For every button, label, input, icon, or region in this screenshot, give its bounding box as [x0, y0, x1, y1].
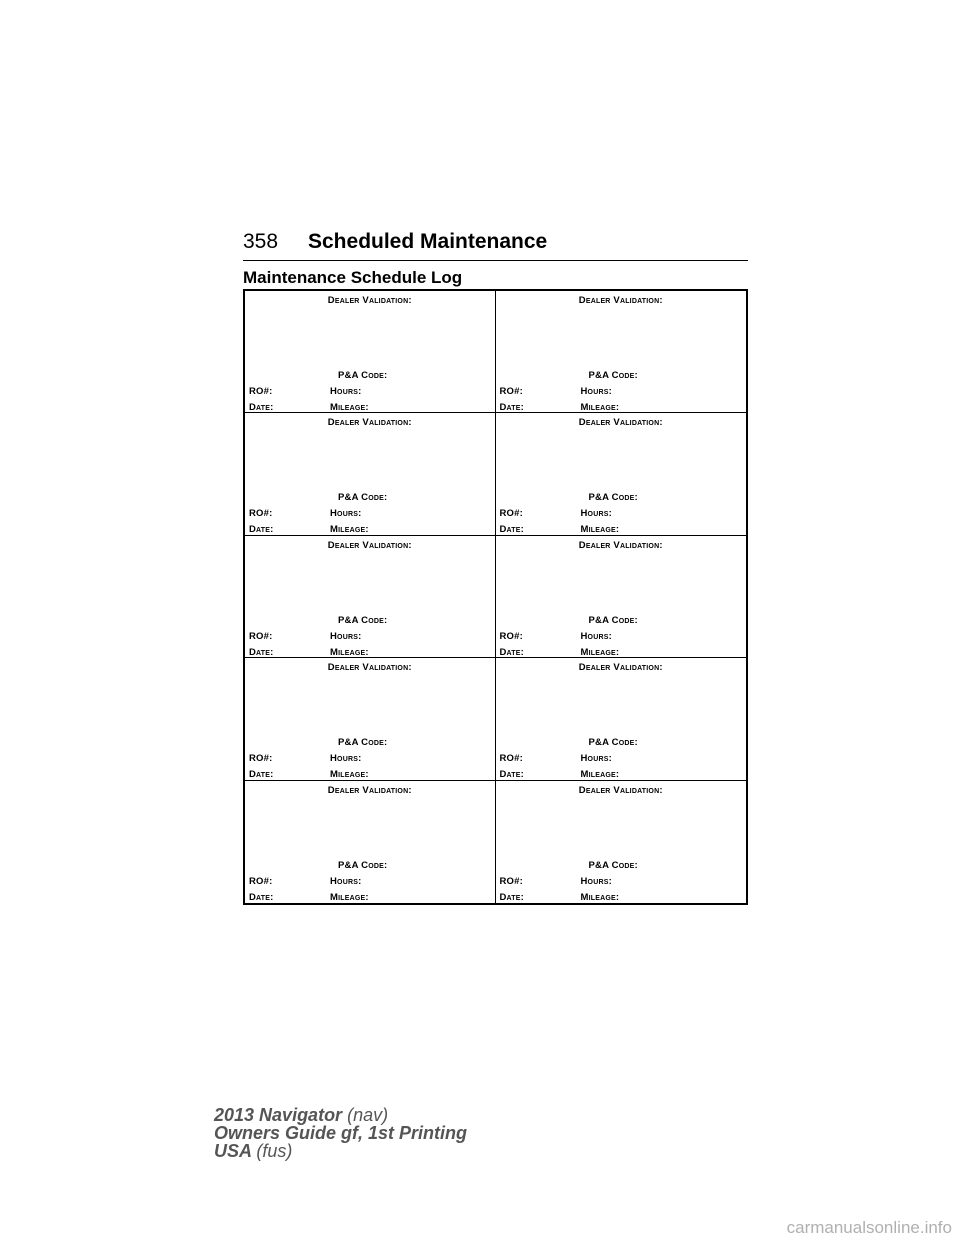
dealer-validation-label: Dealer Validation:	[578, 417, 663, 429]
pa-code-label: P&A Code:	[588, 492, 638, 504]
pa-code-label: P&A Code:	[338, 492, 388, 504]
footer-market-code: (fus)	[256, 1141, 293, 1161]
mileage-label: Mileage:	[580, 646, 620, 658]
date-label: Date:	[249, 891, 274, 903]
pa-code-label: P&A Code:	[588, 737, 638, 749]
hours-label: Hours:	[330, 875, 362, 887]
log-title: Maintenance Schedule Log	[243, 268, 463, 287]
hours-label: Hours:	[330, 508, 362, 520]
page-number: 358	[243, 230, 279, 253]
ro-number-label: RO#:	[499, 386, 523, 397]
ro-number-label: RO#:	[249, 875, 273, 887]
maintenance-log-grid	[243, 289, 748, 905]
mileage-label: Mileage:	[330, 769, 369, 781]
log-entry-cell	[496, 781, 747, 903]
pa-code-label: P&A Code:	[338, 614, 388, 626]
dealer-validation-label: Dealer Validation:	[578, 539, 663, 551]
pa-code-label: P&A Code:	[338, 737, 388, 749]
ro-number-label: RO#:	[249, 630, 273, 642]
mileage-label: Mileage:	[330, 524, 369, 536]
hours-label: Hours:	[580, 753, 612, 765]
dealer-validation-label: Dealer Validation:	[327, 784, 412, 796]
footer-model-code: (nav)	[347, 1105, 389, 1125]
log-entry-cell	[245, 413, 496, 535]
date-label: Date:	[499, 646, 525, 658]
hours-label: Hours:	[330, 753, 362, 765]
log-entry-cell	[496, 291, 747, 413]
hours-label: Hours:	[330, 630, 362, 642]
hours-label: Hours:	[330, 386, 362, 397]
date-label: Date:	[249, 646, 274, 658]
log-entry-cell	[245, 291, 496, 413]
dealer-validation-label: Dealer Validation:	[578, 662, 663, 674]
pa-code-label: P&A Code:	[338, 859, 388, 871]
dealer-validation-label: Dealer Validation:	[327, 662, 412, 674]
ro-number-label: RO#:	[499, 508, 523, 520]
header-divider	[243, 260, 748, 261]
mileage-label: Mileage:	[580, 769, 620, 781]
date-label: Date:	[499, 402, 525, 413]
date-label: Date:	[499, 891, 525, 903]
date-label: Date:	[249, 402, 274, 413]
dealer-validation-label: Dealer Validation:	[327, 539, 412, 551]
pa-code-label: P&A Code:	[338, 370, 388, 381]
hours-label: Hours:	[580, 630, 612, 642]
hours-label: Hours:	[580, 875, 612, 887]
section-title: Scheduled Maintenance	[308, 230, 548, 253]
footer-model: 2013 Navigator	[214, 1105, 343, 1125]
footer	[214, 1106, 467, 1160]
mileage-label: Mileage:	[330, 646, 369, 658]
dealer-validation-label: Dealer Validation:	[327, 295, 412, 306]
date-label: Date:	[499, 524, 525, 536]
dealer-validation-label: Dealer Validation:	[578, 295, 663, 306]
date-label: Date:	[249, 524, 274, 536]
mileage-label: Mileage:	[580, 524, 620, 536]
hours-label: Hours:	[580, 508, 612, 520]
dealer-validation-label: Dealer Validation:	[327, 417, 412, 429]
page-header	[243, 228, 748, 262]
ro-number-label: RO#:	[249, 753, 273, 765]
log-entry-cell	[496, 536, 747, 658]
mileage-label: Mileage:	[580, 402, 620, 413]
mileage-label: Mileage:	[330, 891, 369, 903]
ro-number-label: RO#:	[249, 508, 273, 520]
log-entry-cell	[245, 781, 496, 903]
hours-label: Hours:	[580, 386, 612, 397]
mileage-label: Mileage:	[330, 402, 369, 413]
log-entry-cell	[245, 658, 496, 780]
ro-number-label: RO#:	[499, 630, 523, 642]
watermark: carmanualsonline.info	[786, 1218, 952, 1237]
log-entry-cell	[245, 536, 496, 658]
log-entry-cell	[496, 658, 747, 780]
pa-code-label: P&A Code:	[588, 370, 638, 381]
pa-code-label: P&A Code:	[588, 614, 638, 626]
pa-code-label: P&A Code:	[588, 859, 638, 871]
mileage-label: Mileage:	[580, 891, 620, 903]
log-entry-cell	[496, 413, 747, 535]
date-label: Date:	[499, 769, 525, 781]
ro-number-label: RO#:	[499, 875, 523, 887]
dealer-validation-label: Dealer Validation:	[578, 784, 663, 796]
footer-market: USA	[214, 1141, 252, 1161]
ro-number-label: RO#:	[249, 386, 273, 397]
footer-guide: Owners Guide gf, 1st Printing	[214, 1123, 468, 1143]
ro-number-label: RO#:	[499, 753, 523, 765]
date-label: Date:	[249, 769, 274, 781]
